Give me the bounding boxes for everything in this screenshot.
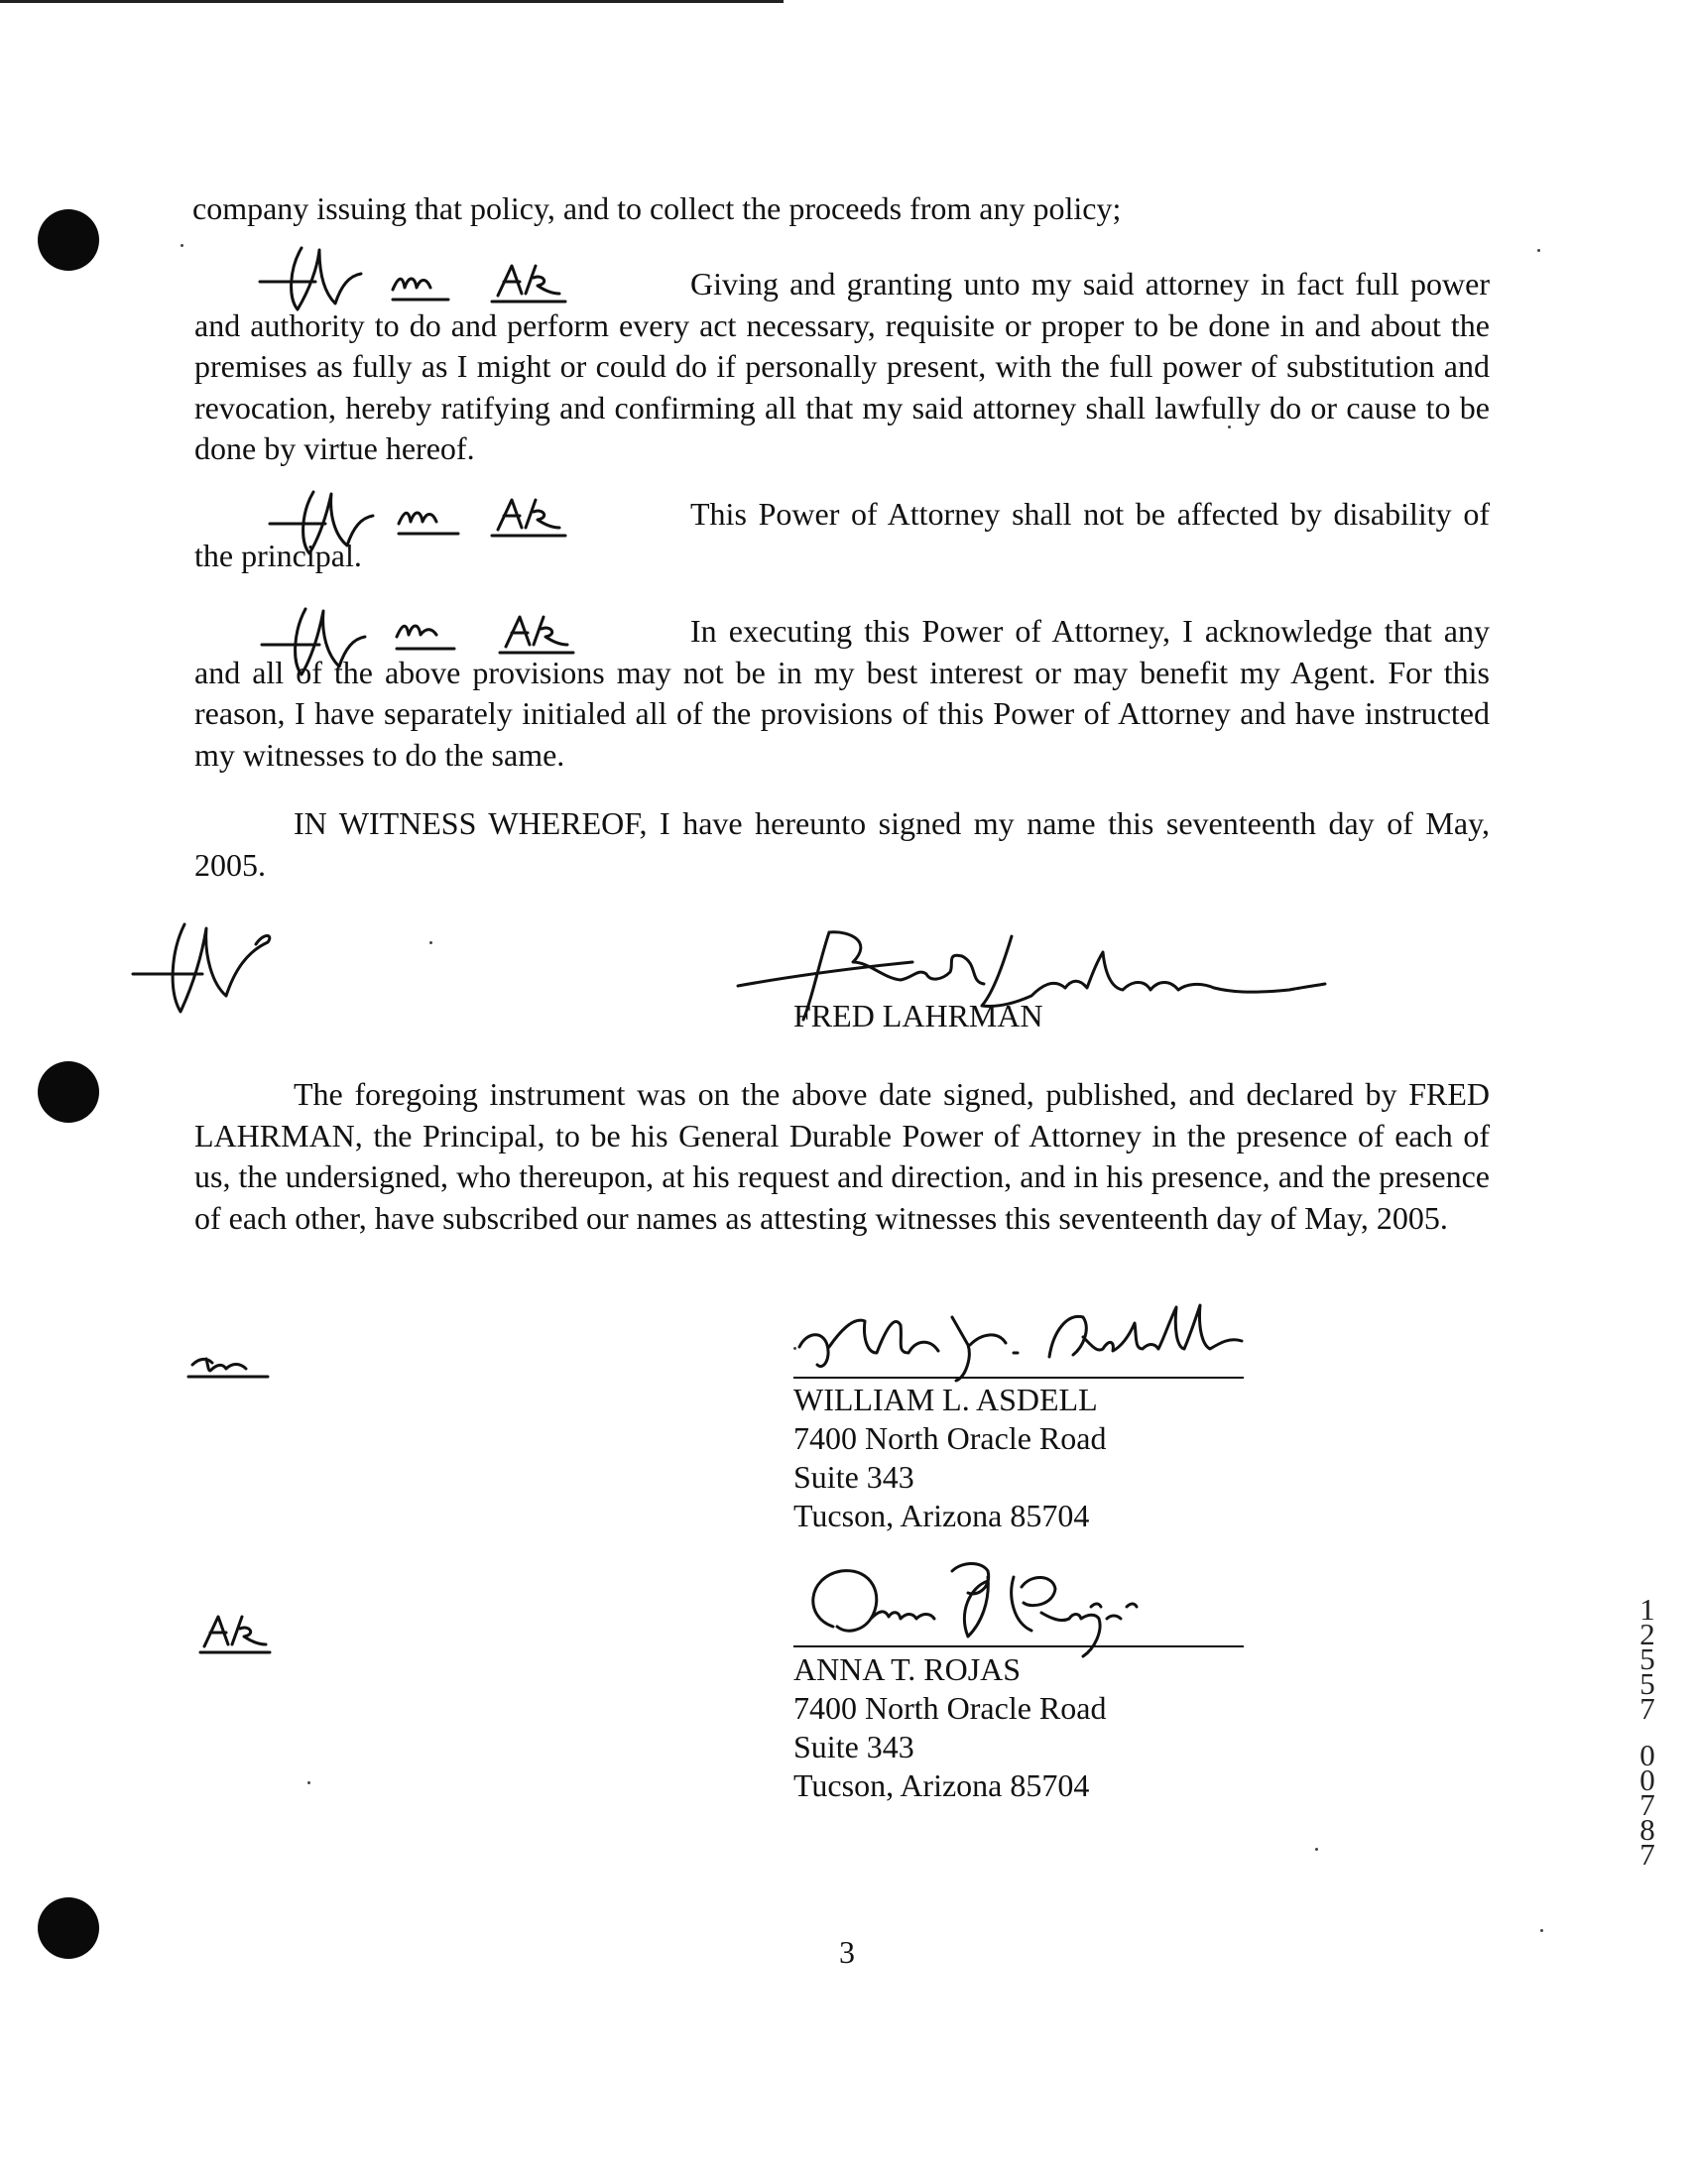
witness2-signature-line (793, 1645, 1244, 1647)
page-number: 3 (839, 1934, 855, 1970)
principal-name: FRED LAHRMAN (793, 998, 1043, 1033)
witness1-address-line2: Suite 343 (793, 1459, 914, 1495)
witness2-name: ANNA T. ROJAS (793, 1651, 1022, 1687)
paragraph-attestation: The foregoing instrument was on the above date signed, published, and declared by FRED LAHRMAN, the Principal, to be his General Durable Power of Attorney in the presence of each of us, the undersigned, who thereupon, at his request and direction, and in his presence, and the presence of each other, have subscribed our names as attesting witnesses this seventeenth day of May, 2005. (194, 1076, 1490, 1236)
continuation-line: company issuing that policy, and to collect the proceeds from any policy; (192, 190, 1122, 226)
paragraph-authority: Giving and granting unto my said attorney in fact full power and authority to do and perform every act necessary, requisite or proper to be done in and about the premises as fully as I might or could do if personally present, with the full power of substitution and revocation, hereby ratifying and confirming all that my said attorney shall lawfully do or cause to be done by virtue hereof. (194, 266, 1490, 466)
witness2-city: Tucson, Arizona 85704 (793, 1767, 1090, 1803)
witness1-signature (793, 1287, 1260, 1387)
punch-hole-top (38, 209, 99, 271)
witness1-name: WILLIAM L. ASDELL (793, 1382, 1098, 1417)
initials-ar-margin (198, 1611, 278, 1656)
top-scan-rule (0, 0, 784, 3)
paragraph-witness-whereof: IN WITNESS WHEREOF, I have hereunto signed my name this seventeenth day of May, 2005. (194, 805, 1490, 883)
bates-number: 1 2 5 5 7 0 0 7 8 7 (1639, 1592, 1655, 1872)
punch-hole-middle (38, 1061, 99, 1123)
witness2-address-line1: 7400 North Oracle Road (793, 1690, 1107, 1726)
witness1-city: Tucson, Arizona 85704 (793, 1498, 1090, 1533)
witness2-block (793, 1650, 1106, 1805)
initials-fl-margin (129, 912, 288, 1022)
witness1-signature-line (793, 1377, 1244, 1379)
initials-m-margin (184, 1353, 274, 1383)
paragraph-acknowledge: In executing this Power of Attorney, I acknowledge that any and all of the above provisions may not be in my best interest or may benefit my Agent. For this reason, I have separately initialed all of the provisions of this Power of Attorney and have instructed my witnesses to do the same. (194, 613, 1490, 773)
witness2-address-line2: Suite 343 (793, 1729, 914, 1764)
witness1-block (793, 1381, 1106, 1535)
witness1-address-line1: 7400 North Oracle Road (793, 1420, 1107, 1456)
paragraph-disability: This Power of Attorney shall not be affected by disability of the principal. (194, 496, 1490, 573)
